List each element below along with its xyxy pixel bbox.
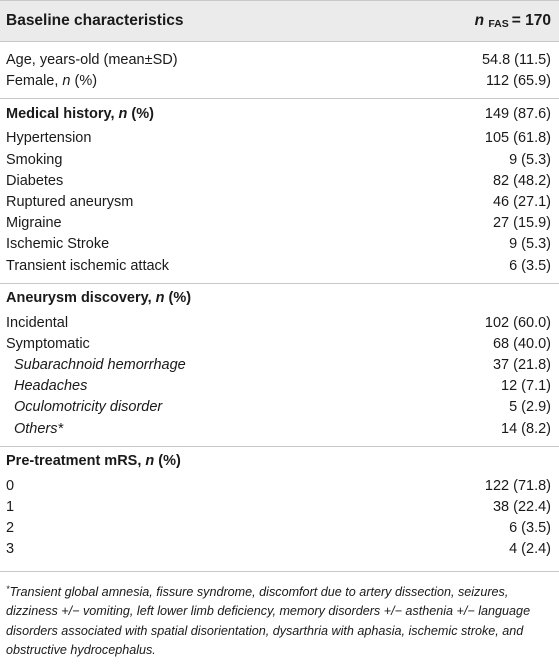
section-aneurysm-discovery bbox=[0, 283, 559, 313]
header-value: = 170 bbox=[511, 12, 551, 29]
table-row bbox=[0, 171, 559, 192]
table-row bbox=[0, 313, 559, 334]
section-title: Medical history, n (%) bbox=[6, 105, 154, 122]
row-value: 14 (8.2) bbox=[501, 420, 551, 437]
row-value: 6 (3.5) bbox=[509, 257, 551, 274]
table-row bbox=[0, 150, 559, 171]
top-rows-group bbox=[0, 42, 559, 92]
row-label: 0 bbox=[6, 477, 15, 494]
row-value: 9 (5.3) bbox=[509, 236, 551, 253]
row-value: 105 (61.8) bbox=[484, 130, 551, 147]
section-pretreatment-mrs bbox=[0, 446, 559, 476]
row-label: Subarachnoid hemorrhage bbox=[14, 357, 186, 374]
table-row bbox=[0, 518, 559, 539]
row-value: 12 (7.1) bbox=[501, 378, 551, 395]
row-label: Symptomatic bbox=[6, 335, 90, 352]
pretreatment-mrs-rows bbox=[0, 476, 559, 561]
table-row bbox=[0, 539, 559, 560]
table-row bbox=[0, 71, 559, 92]
row-label: Headaches bbox=[14, 378, 88, 395]
row-label: Transient ischemic attack bbox=[6, 257, 170, 274]
table-row bbox=[0, 355, 559, 376]
row-label: Oculomotricity disorder bbox=[14, 399, 163, 416]
row-label: 3 bbox=[6, 541, 15, 558]
row-label: Age, years-old (mean±SD) bbox=[6, 52, 178, 68]
row-value: 54.8 (11.5) bbox=[481, 52, 551, 68]
header-left-label: Baseline characteristics bbox=[6, 12, 184, 29]
row-label: Incidental bbox=[6, 314, 69, 331]
row-label: Migraine bbox=[6, 215, 62, 232]
table-row bbox=[0, 128, 559, 149]
medical-history-rows bbox=[0, 128, 559, 276]
row-label: 1 bbox=[6, 499, 15, 515]
table-row bbox=[0, 497, 559, 518]
header-right-label bbox=[475, 12, 551, 30]
section-title: Pre-treatment mRS, n (%) bbox=[6, 453, 181, 470]
row-value: 6 (3.5) bbox=[509, 520, 551, 537]
header-sub: FAS bbox=[488, 18, 509, 30]
table-row bbox=[0, 50, 559, 71]
header-n: n bbox=[474, 12, 485, 29]
table-footnote bbox=[0, 572, 559, 661]
row-value: 112 (65.9) bbox=[485, 73, 551, 90]
row-label: Diabetes bbox=[6, 172, 64, 189]
aneurysm-discovery-rows bbox=[0, 313, 559, 440]
section-value: 149 (87.6) bbox=[484, 105, 551, 122]
table-row bbox=[0, 397, 559, 418]
row-value: 9 (5.3) bbox=[509, 151, 551, 168]
row-value: 82 (48.2) bbox=[492, 172, 551, 189]
footnote-text: Transient global amnesia, fissure syndrome, discomfort due to artery dissection, seizures, dizziness +/− vomiting, left lower limb deficiency, memory disorders +/− asthenia +/− language disorders associated with spatial disorientation, dysarthria with aphasia, ischemic stroke, and obstructive hydrocephalus. bbox=[6, 584, 531, 658]
table-row bbox=[0, 419, 559, 440]
footnote-marker: * bbox=[6, 583, 10, 594]
row-value: 5 (2.9) bbox=[509, 399, 551, 416]
row-label: Ischemic Stroke bbox=[6, 236, 110, 253]
table-row bbox=[0, 476, 559, 497]
section-title: Aneurysm discovery, n (%) bbox=[6, 290, 192, 307]
row-label: 2 bbox=[6, 520, 15, 537]
table-row bbox=[0, 334, 559, 355]
row-value: 27 (15.9) bbox=[492, 215, 551, 232]
row-label: Female, n (%) bbox=[6, 73, 98, 90]
row-value: 37 (21.8) bbox=[492, 357, 551, 374]
row-value: 68 (40.0) bbox=[492, 335, 551, 352]
row-value: 46 (27.1) bbox=[492, 193, 551, 210]
row-label: Others* bbox=[14, 420, 64, 437]
table-row bbox=[0, 256, 559, 277]
table-row bbox=[0, 213, 559, 234]
section-medical-history bbox=[0, 98, 559, 128]
table-header-row bbox=[0, 0, 559, 42]
table-row bbox=[0, 192, 559, 213]
row-label: Hypertension bbox=[6, 130, 92, 147]
row-label: Ruptured aneurysm bbox=[6, 193, 134, 210]
row-value: 38 (22.4) bbox=[492, 499, 551, 515]
row-label: Smoking bbox=[6, 151, 63, 168]
row-value: 4 (2.4) bbox=[509, 541, 551, 558]
row-value: 102 (60.0) bbox=[484, 314, 551, 331]
row-value: 122 (71.8) bbox=[484, 477, 551, 494]
table-row bbox=[0, 234, 559, 255]
table-row bbox=[0, 376, 559, 397]
